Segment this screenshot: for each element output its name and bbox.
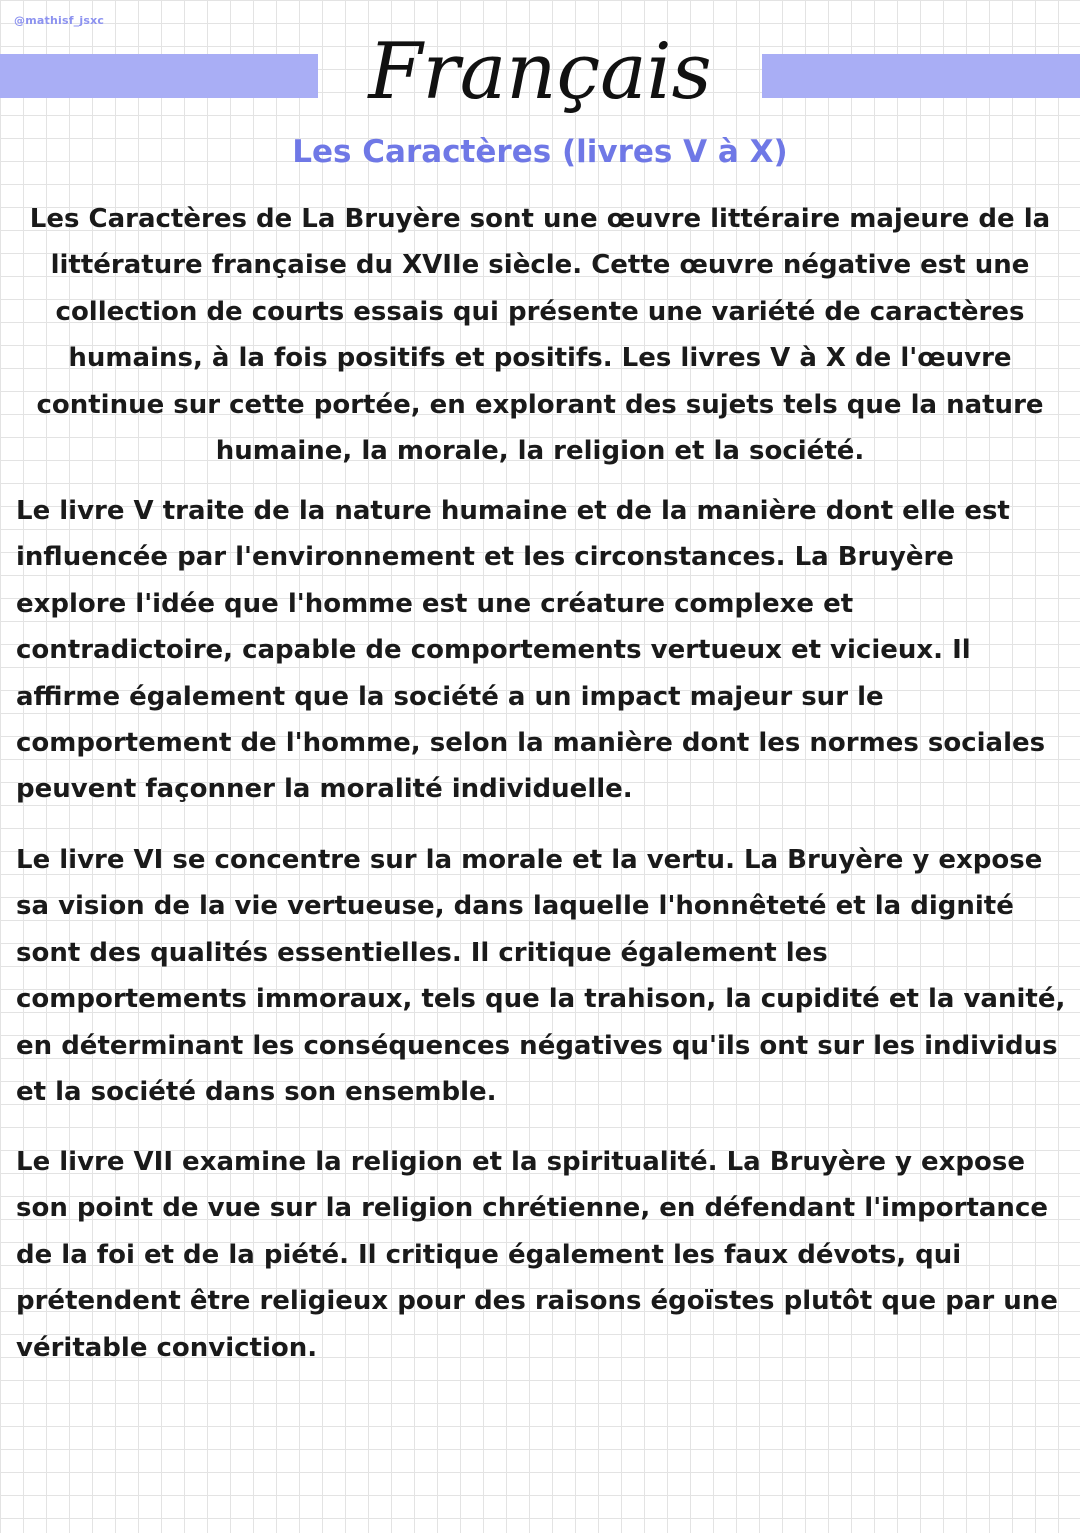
paragraph-livre-v: Le livre V traite de la nature humaine et de la manière dont elle est influencée par l'environnement et les circonstances. La Bruyère explore l'idée que l'homme est une créature complexe et contradictoire, capable de comportements vertueux et vicieux. Il affirme également que la société a un impact majeur sur le comportement de l'homme, selon la manière dont les normes sociales peuvent façonner la moralité individuelle. bbox=[16, 496, 1046, 805]
page-subtitle: Les Caractères (livres V à X) bbox=[292, 134, 788, 170]
intro-paragraph: Les Caractères de La Bruyère sont une œuvre littéraire majeure de la littérature française du XVIIe siècle. Cette œuvre négative est une collection de courts essais qui présente une variété de caractères humains, à la fois positifs et positifs. Les livres V à X de l'œuvre continue sur cette portée, en explorant des sujets tels que la nature humaine, la morale, la religion et la société. bbox=[29, 204, 1051, 467]
author-watermark: @mathisf_jsxc bbox=[14, 14, 105, 27]
paragraph-livre-vi: Le livre VI se concentre sur la morale et la vertu. La Bruyère y expose sa vision de la vie vertueuse, dans laquelle l'honnêteté et la dignité sont des qualités essentielles. Il critique également les comportements immoraux, tels que la trahison, la cupidité et la vanité, en déterminant les conséquences négatives qu'ils ont sur les individus et la société dans son ensemble. bbox=[16, 845, 1066, 1108]
page-title: Français bbox=[368, 27, 712, 117]
paragraph-livre-vii: Le livre VII examine la religion et la spiritualité. La Bruyère y expose son point de vue sur la religion chrétienne, en défendant l'importance de la foi et de la piété. Il critique également les faux dévots, qui prétendent être religieux pour des raisons égoïstes plutôt que par une véritable conviction. bbox=[16, 1147, 1058, 1363]
